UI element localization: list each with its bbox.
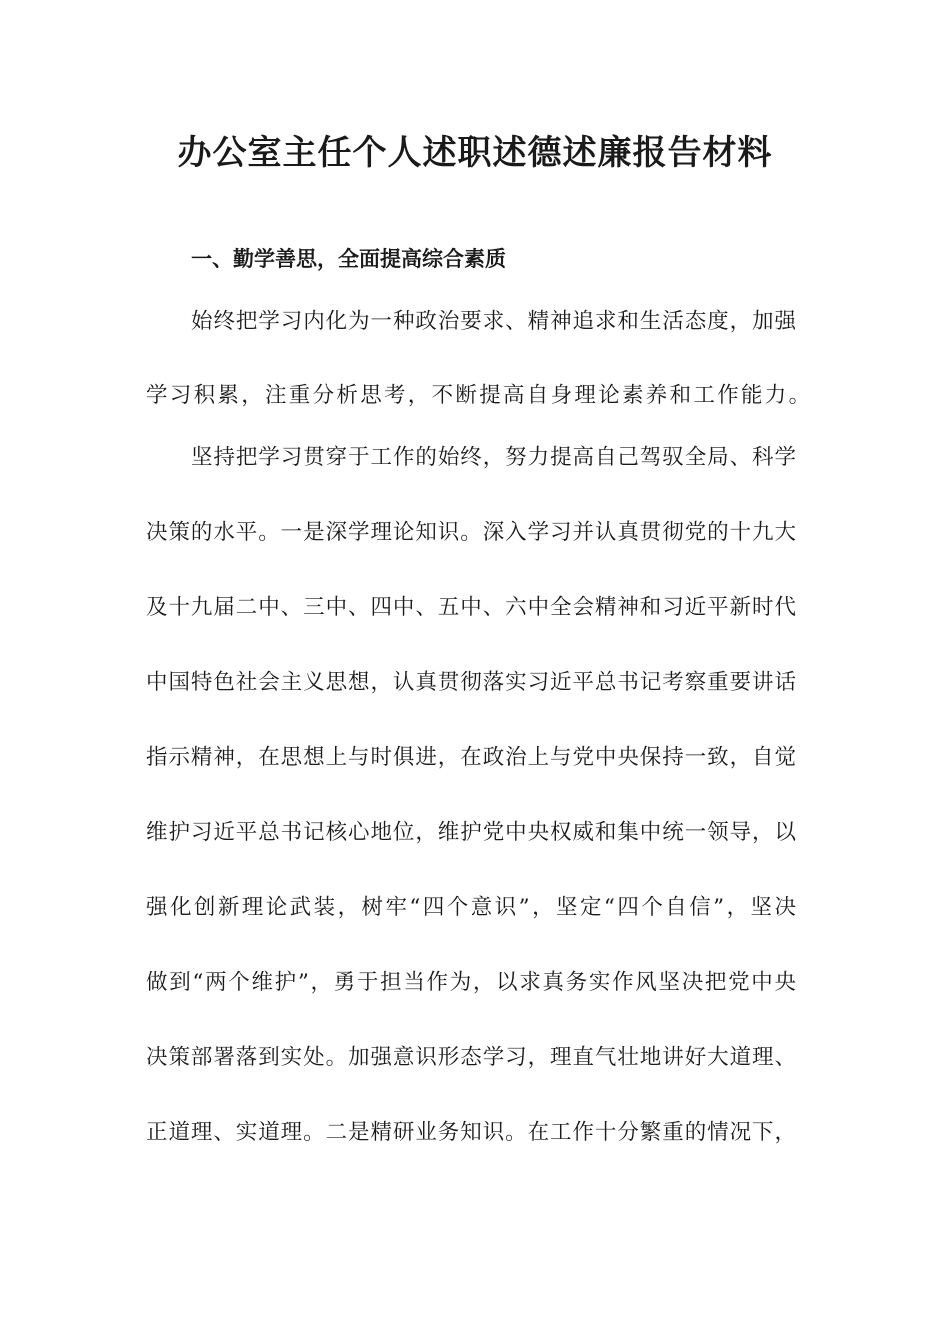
paragraph-line: 决策的水平。一是深学理论知识。深入学习并认真贯彻党的十九大: [146, 520, 796, 545]
paragraph-line: 学习积累，注重分析思考，不断提高自身理论素养和工作能力。: [146, 383, 813, 408]
paragraph-line: 中国特色社会主义思想，认真贯彻落实习近平总书记考察重要讲话: [146, 670, 796, 695]
paragraph-line: 维护习近平总书记核心地位，维护党中央权威和集中统一领导，以: [146, 820, 796, 845]
paragraph-line: 决策部署落到实处。加强意识形态学习，理直气壮地讲好大道理、: [146, 1045, 796, 1070]
paragraph-line: 坚持把学习贯穿于工作的始终，努力提高自己驾驭全局、科学: [191, 445, 796, 470]
paragraph-line: 做到“两个维护”，勇于担当作为，以求真务实作风坚决把党中央: [146, 970, 796, 995]
paragraph-line: 指示精神，在思想上与时俱进，在政治上与党中央保持一致，自觉: [146, 745, 796, 770]
section-heading: 一、勤学善思，全面提高综合素质: [191, 246, 506, 271]
paragraph-line: 及十九届二中、三中、四中、五中、六中全会精神和习近平新时代: [146, 595, 796, 620]
paragraph-line: 正道理、实道理。二是精研业务知识。在工作十分繁重的情况下，: [146, 1120, 796, 1145]
paragraph-line: 强化创新理论武装，树牢“四个意识”，坚定“四个自信”，坚决: [146, 895, 796, 920]
paragraph-line: 始终把学习内化为一种政治要求、精神追求和生活态度，加强: [191, 309, 796, 334]
document-title: 办公室主任个人述职述德述廉报告材料: [177, 133, 773, 173]
